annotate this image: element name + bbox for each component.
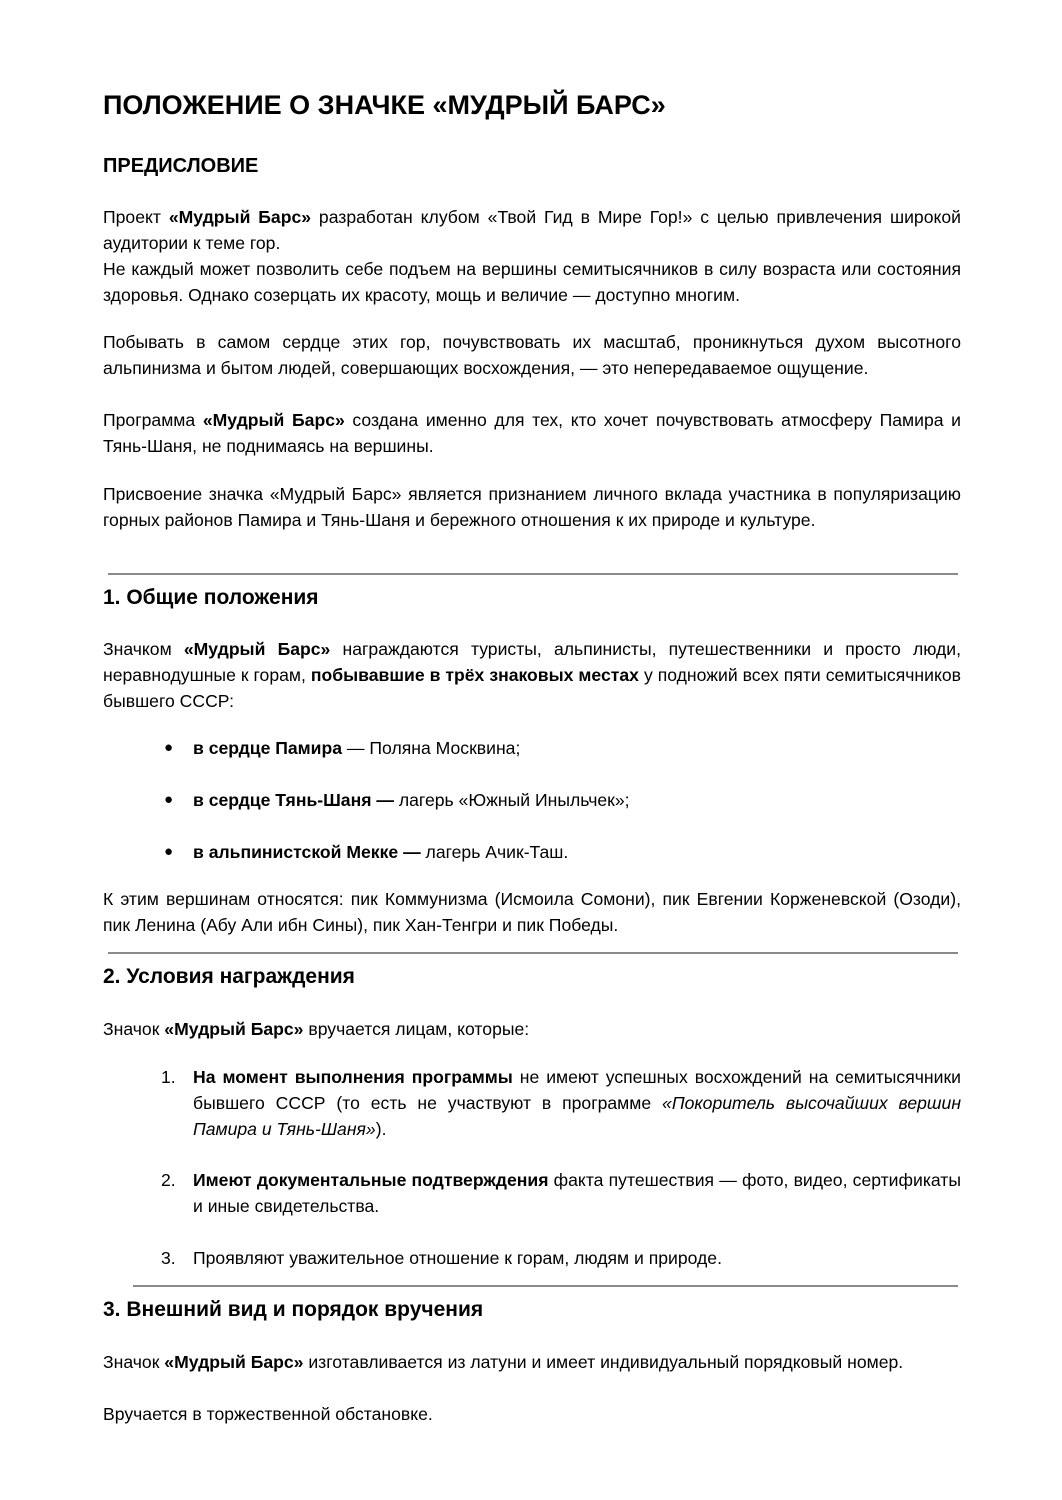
- location-text: — Поляна Москвина;: [342, 738, 521, 758]
- text-run: вручается лицам, которые:: [303, 1019, 530, 1039]
- program-name-bold: «Мудрый Барс»: [164, 1019, 304, 1039]
- list-number: 2.: [161, 1170, 176, 1190]
- program-name-bold: «Мудрый Барс»: [164, 1352, 304, 1372]
- text-run: Значком: [103, 639, 184, 659]
- text-run: изготавливается из латуни и имеет индивидуальный порядковый номер.: [303, 1352, 904, 1372]
- section-1-heading: 1. Общие положения: [103, 586, 319, 609]
- emphasis-bold: побывавшие в трёх знаковых местах: [310, 665, 639, 685]
- program-name-bold: «Мудрый Барс»: [202, 410, 345, 430]
- condition-bold: На момент выполнения программы: [193, 1067, 513, 1087]
- bullet-icon: ●: [164, 791, 174, 808]
- location-text: лагерь Ачик-Таш.: [420, 842, 569, 862]
- preface-paragraph-3: Побывать в самом сердце этих гор, почувствовать их масштаб, проникнуться духом высотного альпинизма и бытом людей, совершающих восхождения, — это непередаваемое ощущение.: [103, 332, 961, 378]
- peaks-paragraph: К этим вершинам относятся: пик Коммунизма (Исмоила Сомони), пик Евгении Корженевской (Озоди), пик Ленина (Абу Али ибн Сины), пик Хан-Тенгри и пик Победы.: [103, 889, 961, 935]
- section-3-paragraph-1: [103, 1349, 961, 1375]
- section-divider: [133, 1285, 958, 1287]
- text-run: Проект: [103, 207, 169, 227]
- preface-paragraph-2: Не каждый может позволить себе подъем на вершины семитысячников в силу возраста или состояния здоровья. Однако созерцать их красоту, мощь и величие — доступно многим.: [103, 259, 961, 305]
- text-run: награждаются туристы, альпинисты, путешественники и просто люди, неравнодушные к горам,: [103, 639, 962, 685]
- section-1-intro: [103, 636, 961, 714]
- section-3-paragraph-2: Вручается в торжественной обстановке.: [103, 1404, 433, 1424]
- condition-text: Проявляют уважительное отношение к горам, людям и природе.: [193, 1248, 722, 1268]
- text-run: Значок: [103, 1352, 165, 1372]
- program-title-italic: «Покоритель высочайших вершин Памира и Тянь-Шаня»: [193, 1093, 961, 1139]
- section-divider: [108, 952, 958, 954]
- program-name-bold: «Мудрый Барс»: [168, 207, 312, 227]
- preface-heading: ПРЕДИСЛОВИЕ: [103, 155, 259, 177]
- section-2-intro: [103, 1016, 961, 1042]
- location-bold: в альпинистской Мекке —: [193, 842, 421, 862]
- section-divider: [108, 573, 958, 575]
- document-title: ПОЛОЖЕНИЕ О ЗНАЧКЕ «МУДРЫЙ БАРС»: [103, 90, 666, 120]
- text-run: Программа: [103, 410, 203, 430]
- condition-text: ).: [375, 1119, 387, 1139]
- location-bold: в сердце Тянь-Шаня —: [193, 790, 394, 810]
- list-number: 3.: [161, 1248, 176, 1268]
- text-run: Значок: [103, 1019, 165, 1039]
- condition-bold: Имеют документальные подтверждения: [193, 1170, 549, 1190]
- list-number: 1.: [161, 1067, 176, 1087]
- location-bold: в сердце Памира: [193, 738, 343, 758]
- section-2-heading: 2. Условия награждения: [103, 965, 355, 988]
- location-text: лагерь «Южный Иныльчек»;: [393, 790, 630, 810]
- program-name-bold: «Мудрый Барс»: [183, 639, 331, 659]
- text-run: у подножий всех пяти семитысячников бывшего СССР:: [103, 665, 961, 711]
- condition-text: не имеют успешных восхождений на семитысячники бывшего СССР (то есть не участвуют в программе: [193, 1067, 961, 1113]
- text-run: разработан клубом «Твой Гид в Мире Гор!» с целью привлечения широкой аудитории к теме гор.: [103, 207, 961, 253]
- preface-paragraph-1: [103, 204, 961, 256]
- bullet-icon: ●: [164, 843, 174, 860]
- text-run: создана именно для тех, кто хочет почувствовать атмосферу Памира и Тянь-Шаня, не поднимаясь на вершины.: [103, 410, 961, 456]
- section-3-heading: 3. Внешний вид и порядок вручения: [103, 1298, 484, 1321]
- bullet-icon: ●: [164, 739, 174, 756]
- condition-text: факта путешествия — фото, видео, сертификаты и иные свидетельства.: [193, 1170, 962, 1216]
- preface-paragraph-5: Присвоение значка «Мудрый Барс» является признанием личного вклада участника в популяризацию горных районов Памира и Тянь-Шаня и бережного отношения к их природе и культуре.: [103, 484, 961, 530]
- preface-paragraph-4: [103, 407, 961, 459]
